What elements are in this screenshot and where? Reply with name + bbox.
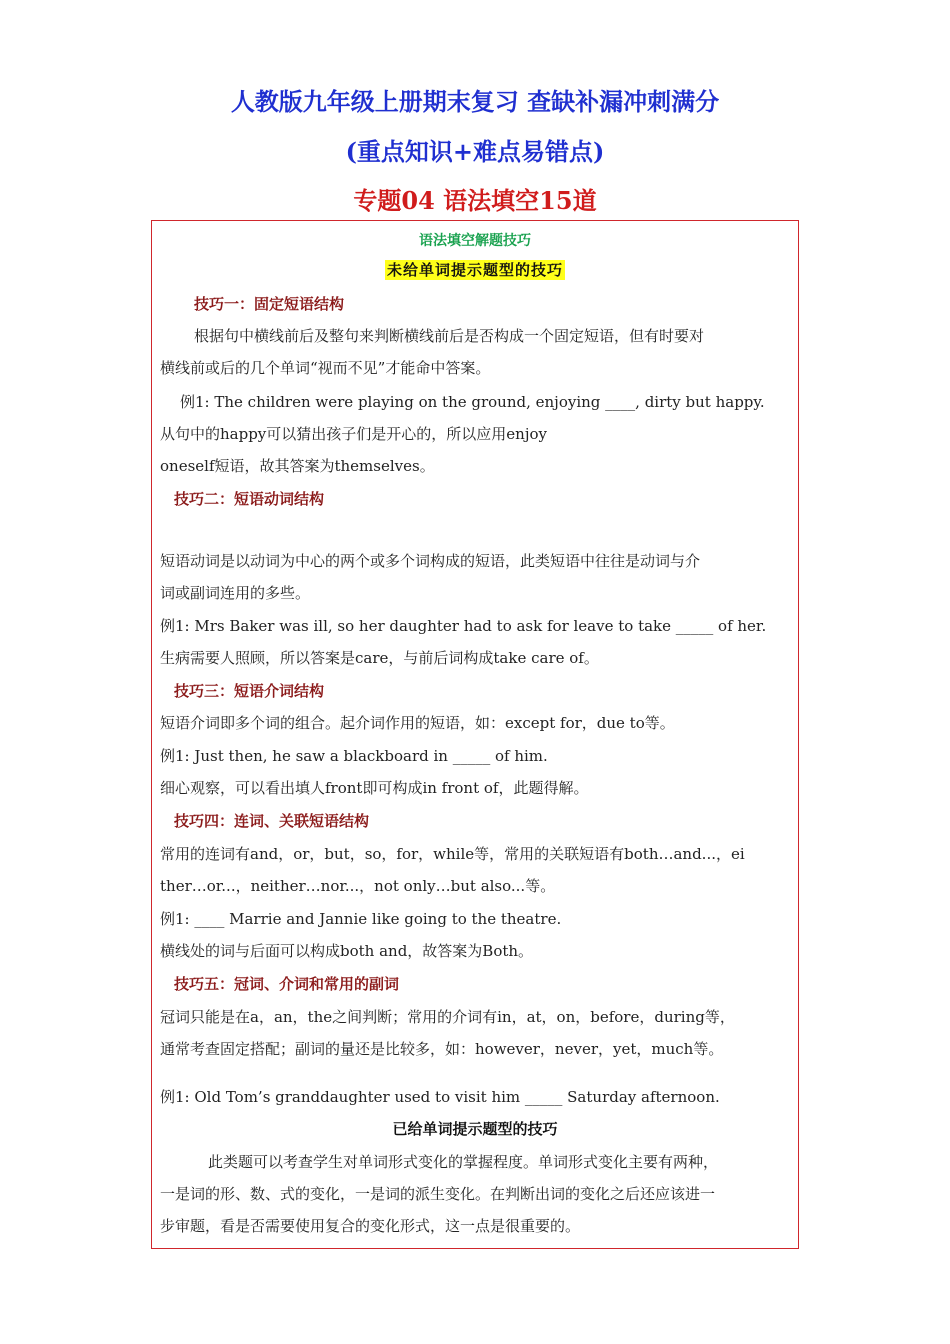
- section-heading: 语法填空解题技巧: [419, 233, 531, 249]
- final-paragraph-line3: 步审题，看是否需要使用复合的变化形式，这一点是很重要的。: [160, 1217, 581, 1235]
- tip3-example: 例1: Just then, he saw a blackboard in _____ of him.: [160, 747, 548, 765]
- tip5-title: 技巧五：冠词、介词和常用的副词: [174, 975, 400, 993]
- tip1-paragraph-line2: 横线前或后的几个单词“视而不见”才能命中答案。: [160, 359, 491, 377]
- tip2-paragraph-line2: 词或副词连用的多些。: [160, 584, 311, 602]
- title-line-2: (重点知识+难点易错点): [345, 137, 605, 166]
- tip5-paragraph-line2: 通常考查固定搭配；副词的量还是比较多，如：however，never，yet，much等。: [160, 1040, 724, 1058]
- tip4-paragraph-line2: ther…or...，neither…nor...，not only…but also...等。: [160, 877, 556, 895]
- tip3-title: 技巧三：短语介词结构: [174, 682, 325, 700]
- tip1-paragraph-line1: 根据句中横线前后及整句来判断横线前后是否构成一个固定短语，但有时要对: [194, 327, 705, 345]
- tip2-explanation: 生病需要人照顾，所以答案是care，与前后词构成take care of。: [160, 649, 599, 667]
- topic-title: 专题04 语法填空15道: [353, 186, 597, 215]
- tip2-example: 例1: Mrs Baker was ill, so her daughter had to ask for leave to take _____ of her.: [160, 617, 767, 635]
- no-hint-subheading: 未给单词提示题型的技巧: [386, 261, 563, 279]
- tip3-explanation: 细心观察，可以看出填人front即可构成in front of，此题得解。: [160, 779, 589, 797]
- tip5-example: 例1: Old Tom’s granddaughter used to visit him _____ Saturday afternoon.: [160, 1088, 720, 1106]
- title-line-1: 人教版九年级上册期末复习 查缺补漏冲刺满分: [230, 87, 720, 116]
- no-hint-subheading-wrap: [151, 260, 799, 280]
- tip4-explanation: 横线处的词与后面可以构成both and，故答案为Both。: [160, 942, 534, 960]
- with-hint-subheading: 已给单词提示题型的技巧: [392, 1120, 558, 1138]
- tip4-paragraph-line1: 常用的连词有and，or，but，so，for，while等，常用的关联短语有both…and...，ei: [160, 845, 745, 863]
- tip4-example: 例1: ____ Marrie and Jannie like going to the theatre.: [160, 910, 562, 928]
- final-paragraph-line1: 此类题可以考查学生对单词形式变化的掌握程度。单词形式变化主要有两种，: [208, 1153, 719, 1171]
- tip2-paragraph-line1: 短语动词是以动词为中心的两个或多个词构成的短语，此类短语中往往是动词与介: [160, 552, 701, 570]
- tip1-explanation-line2: oneself短语，故其答案为themselves。: [160, 457, 435, 475]
- tip1-explanation-line1: 从句中的happy可以猜出孩子们是开心的，所以应用enjoy: [160, 425, 547, 443]
- tip5-paragraph-line1: 冠词只能是在a，an，the之间判断；常用的介词有in，at，on，before，during等，: [160, 1008, 735, 1026]
- tip4-title: 技巧四：连词、关联短语结构: [174, 812, 370, 830]
- tip1-title: 技巧一：固定短语结构: [194, 295, 345, 313]
- tip3-paragraph: 短语介词即多个词的组合。起介词作用的短语，如：except for，due to等。: [160, 714, 675, 732]
- tip2-title: 技巧二：短语动词结构: [174, 490, 325, 508]
- tip1-example: 例1: The children were playing on the ground, enjoying ____, dirty but happy.: [180, 393, 765, 411]
- final-paragraph-line2: 一是词的形、数、式的变化，一是词的派生变化。在判断出词的变化之后还应该进一: [160, 1185, 716, 1203]
